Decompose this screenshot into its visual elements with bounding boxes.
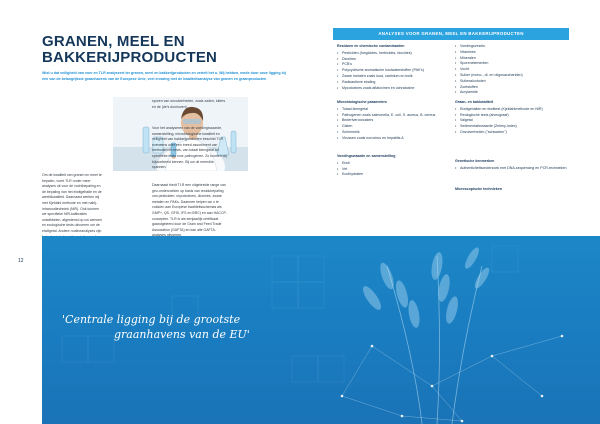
list-item: • Schimmels [337, 130, 449, 136]
section-nutrition [337, 154, 449, 178]
list-item: • Vitamines [455, 50, 567, 56]
section-grain-quality [455, 100, 567, 136]
section-title: Genetische kenmerken [455, 159, 495, 163]
body-column-right-middle: Voor het analyseren van de voedingswaarde, samenstelling, microbiologische kwaliteit en veiligheid van bakkerijproducten beschikt TLR eveneens over een breed assortiment van methoden en tests, van totaal kiemgetal tot specifieke tests voor pathogenen. Zo kunnen wij bijvoorbeeld kennen. Bij uw uit meerdiie spannen. [152, 126, 227, 170]
list-item: • Eiwit [337, 161, 449, 167]
list-item: • Pesticiden (fungicides, herbicides, biocides) [337, 51, 449, 57]
page-number-left: 12 [18, 258, 24, 264]
section-title: Microbiologische parameters [337, 100, 387, 104]
list-item: • Eiwitgehalten en eiwittest (Kjeldahlmethode en NIR) [455, 107, 567, 113]
quote-line-2: graanhavens van de EU' [114, 328, 250, 341]
section-genetics [455, 159, 567, 172]
analysis-box [333, 28, 569, 198]
title-line-2: BAKKERIJPRODUCTEN [42, 49, 218, 66]
page-title [42, 34, 292, 66]
list-item: • Totaal kiemgetal [337, 107, 449, 113]
list-item: • Sedimentatiewaarde (Zeleny-index) [455, 124, 567, 130]
list-item: • Suikeralcoholen [455, 79, 567, 85]
list-item: • Vet [337, 167, 449, 173]
list-item: • Mycotoxines zoals aflatoxinen en ochratoxine [337, 86, 449, 92]
list-item: • Onzuiverheden ("schwarten") [455, 130, 567, 136]
section-title: Residuen en chemische contaminanten [337, 44, 405, 48]
analysis-heading: ANALYSES VOOR GRANEN, MEEL EN BAKKERIJPRODUCTEN [333, 28, 569, 40]
title-line-1: GRANEN, MEEL EN [42, 33, 185, 50]
list-item: • PCB's [337, 62, 449, 68]
list-item: • Gisten [337, 124, 449, 130]
body-column-right-top: sporen van onzuiverheden, zoals zaden, luifers en de (de's doorloven). [152, 99, 226, 109]
list-item: • Vocht [455, 67, 567, 73]
body-column-left: Om de kwaliteit van granen en meel te bepalen, voert TLR onder meer analyses uit voor de vochtbepaling en de bepaling van het eiwitgehalte en de weefdkwaliteit. Daarnaast werken wij met Kjeldahl methode en met nabij-infraroodtechniek (NIR). Ook kunnen we specifieke NIR-kalibraties ontwikkelen, afgestemd op uw wensen en ecologische tests uitvoeren om de eiwitgetal. Andere routineanalyses zijn [42, 173, 102, 233]
list-item: • Polycyclische aromatische koolwaterstoffen (PAK's) [337, 68, 449, 74]
list-item: • Bederfveroorzakers [337, 118, 449, 124]
section-nutrition-continued [455, 44, 567, 96]
list-item: • Zoetstoffen [455, 85, 567, 91]
list-item: • Reologische tests (alveograaf) [455, 113, 567, 119]
section-residues [337, 44, 449, 91]
quote-line-1: 'Centrale ligging bij de grootste [62, 313, 241, 326]
list-item: • Sporenelementen [455, 61, 567, 67]
list-item: • Radioactieve straling [337, 80, 449, 86]
section-title: Microscopische technieken [455, 187, 502, 191]
list-item: • Pathogenen zoals salmonella, E. coli, S. aureus, B. cereus [337, 113, 449, 119]
section-title: Graan- en bakkwaliteit [455, 100, 494, 104]
list-item: • Valgetal [455, 118, 567, 124]
list-item: • Zware metalen zoals lood, cadmium en kwik [337, 74, 449, 80]
body-column-right-bottom: Daarnaast biedt TLR een uitgebreide range van geo-onderzoeken op basis van residubepaling van pesticiden, mycotoxines, dioxines, zware metalen en PAKs. Daarmee helpen we u te voldoen aan Europese kwaliteitsschemas als GMP+, QS, GFSI, IFS en BRC) en aan HACCP-concepten. TLR is als eenjaarlijk certificaat gaandgeleerd door de Grain and Feed Trade Association (GAFTA) en kan alle GAFTA- [152, 183, 227, 232]
list-item: • Authenticiteitsonderzoek met DNA-sequencing en PCR-technieken [455, 166, 567, 172]
list-item: • Koolhydraten [337, 172, 449, 178]
section-microbiology [337, 100, 449, 142]
list-item: • Virussen zoals norovirus en hepatitis A [337, 136, 449, 142]
pull-quote [62, 312, 292, 342]
section-title: Voedingswaarde en samenstelling [337, 154, 396, 158]
list-item: • Mineralen [455, 56, 567, 62]
list-item: • Suiker (mono-, di- en oligosacchariden) [455, 73, 567, 79]
section-microscopy [455, 187, 567, 194]
list-item: • Acrylamide [455, 90, 567, 96]
lead-paragraph: Wist u dat veiligheid van voer en TLR analyseert ter granen, meel en bakkerijproducten en vertelt het u. Wij hebben, mede door onze ligging bij één van de belangrijkste graanhavens van de Europese Unie, veel ervaring met de kwaliteitsanalyse van granen en graanproducten [42, 71, 286, 81]
list-item: • Voedingsvezels [455, 44, 567, 50]
list-item: • Dioxines [337, 57, 449, 63]
